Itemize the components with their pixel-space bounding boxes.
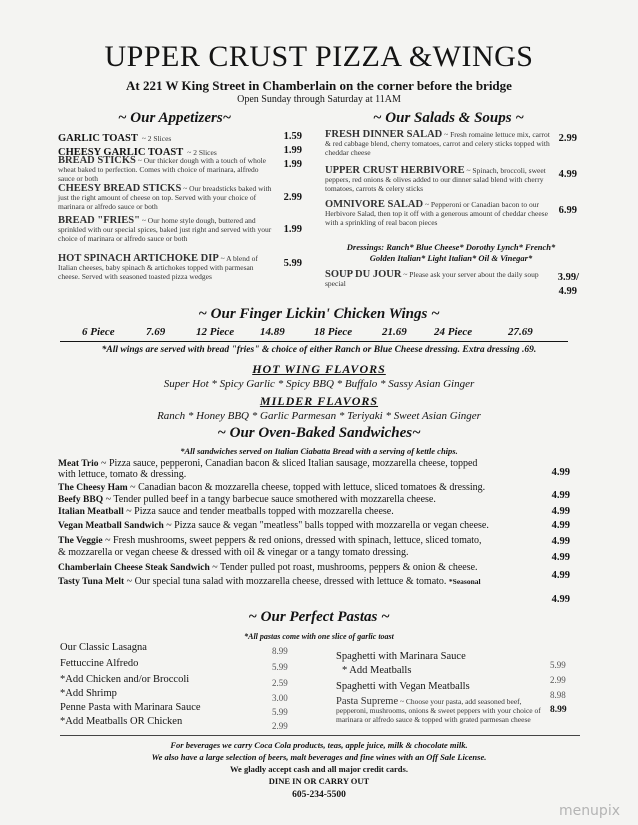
mild-flavors-list: Ranch * Honey BBQ * Garlic Parmesan * Teriyaki * Sweet Asian Ginger <box>157 410 481 422</box>
pasta-item: * Add Meatballs <box>342 665 412 676</box>
salad-name: UPPER CRUST HERBIVORE <box>325 165 465 176</box>
soup-price-bowl: 4.99 <box>558 286 577 297</box>
appetizer-price: 1.99 <box>283 145 302 156</box>
watermark-logo: menupix <box>558 803 620 819</box>
sandwich-item <box>58 506 538 519</box>
salad-item <box>325 130 555 157</box>
sandwich-price: 4.99 <box>551 467 570 478</box>
sandwich-name: Tasty Tuna Melt <box>58 577 125 587</box>
appetizer-item <box>58 254 276 281</box>
pasta-item: *Add Meatballs OR Chicken <box>60 716 183 727</box>
wing-size-price: 27.69 <box>508 326 533 338</box>
appetizer-desc: ~ 2 Slices <box>187 148 217 157</box>
appetizer-desc: ~ A blend of Italian cheeses, baby spinach & artichokes topped with parmesan cheese. Served with seasoned toasted pizza wedges <box>58 254 258 281</box>
restaurant-title: UPPER CRUST PIZZA &WINGS <box>104 40 534 73</box>
sandwich-desc-cont: & mozzarella or vegan cheese & dressed with oil & vinegar or a tangy tomato dressing. <box>58 547 409 558</box>
appetizer-item <box>58 184 276 211</box>
salads-heading: ~ Our Salads & Soups ~ <box>373 110 524 126</box>
wing-size-price: 7.69 <box>146 326 166 338</box>
salad-desc: ~ Fresh romaine lettuce mix, carrot & red cabbage blend, cherry tomatoes, carrot and celery sticks topped with cheddar cheese <box>325 130 550 157</box>
appetizer-name: CHEESY BREAD STICKS <box>58 183 182 194</box>
appetizer-price: 1.99 <box>283 224 302 235</box>
salad-name: FRESH DINNER SALAD <box>325 129 443 140</box>
salad-name: OMNIVORE SALAD <box>325 199 424 210</box>
hot-wing-heading: HOT WING FLAVORS <box>252 362 386 376</box>
pastas-heading: ~ Our Perfect Pastas ~ <box>248 609 390 625</box>
pasta-supreme-item <box>336 697 548 724</box>
sandwich-item <box>58 494 538 507</box>
sandwich-price: 4.99 <box>551 594 570 605</box>
wing-size-label: 6 Piece <box>82 326 115 338</box>
sandwich-name: Italian Meatball <box>58 507 124 517</box>
dressings-list: Dressings: Ranch* Blue Cheese* Dorothy Lynch* French* Golden Italian* Light Italian* Oil & Vinegar* <box>346 242 556 263</box>
hours-line: Open Sunday through Saturday at 11AM <box>237 94 401 105</box>
soup-item <box>325 270 540 288</box>
sandwich-desc-cont: with lettuce, tomato & dressing. <box>58 469 187 480</box>
wing-size-price: 21.69 <box>382 326 407 338</box>
wing-size-label: 12 Piece <box>196 326 235 338</box>
salad-desc: ~ Pepperoni or Canadian bacon to our Herbivore Salad, then top it off with a generous amount of cheddar cheese with a sprinkling of real bacon pieces <box>325 200 548 227</box>
footer-dine-in: DINE IN OR CARRY OUT <box>268 776 370 786</box>
sandwiches-note: *All sandwiches served on Italian Ciabatta Bread with a serving of kettle chips. <box>180 446 458 456</box>
sandwich-item <box>58 562 538 575</box>
sandwich-desc: ~ Canadian bacon & mozzarella cheese, topped with lettuce, sliced tomatoes & dressing. <box>130 482 486 493</box>
pasta-item: Fettuccine Alfredo <box>60 658 139 669</box>
sandwich-item <box>58 482 538 495</box>
appetizer-item <box>58 156 276 183</box>
pasta-price: 8.99 <box>272 646 288 656</box>
pastas-note: *All pastas come with one slice of garlic toast <box>244 632 394 641</box>
wing-size-label: 18 Piece <box>314 326 353 338</box>
sandwich-name: The Cheesy Ham <box>58 483 128 493</box>
salad-price: 2.99 <box>558 133 577 144</box>
pasta-item: *Add Chicken and/or Broccoli <box>60 674 190 685</box>
wings-heading: ~ Our Finger Lickin' Chicken Wings ~ <box>198 306 440 322</box>
salad-price: 6.99 <box>558 205 577 216</box>
wing-size-label: 24 Piece <box>434 326 473 338</box>
sandwich-price: 4.99 <box>551 536 570 547</box>
pasta-price: 5.99 <box>272 662 288 672</box>
sandwich-desc: ~ Pizza sauce and tender meatballs topped with mozzarella cheese. <box>126 506 394 517</box>
appetizer-name: GARLIC TOAST <box>58 133 138 144</box>
sandwich-item <box>58 576 538 589</box>
seasonal-tag: *Seasonal <box>448 577 481 586</box>
footer-phone: 605-234-5500 <box>292 790 346 800</box>
soup-desc: ~ Please ask your server about the daily soup special <box>325 270 539 288</box>
appetizer-desc: ~ 2 Slices <box>141 134 172 143</box>
appetizer-name: CHEESY GARLIC TOAST <box>58 147 184 158</box>
appetizer-price: 5.99 <box>283 258 302 269</box>
pasta-item: Penne Pasta with Marinara Sauce <box>60 702 201 713</box>
footer-beer-wine: We also have a large selection of beers, malt beverages and fine wines with an Off Sale License. <box>151 752 487 762</box>
soup-price-cup: 3.99/ <box>557 272 579 283</box>
hot-flavors-list: Super Hot * Spicy Garlic * Spicy BBQ * Buffalo * Sassy Asian Ginger <box>163 378 475 390</box>
pasta-price: 8.98 <box>550 690 566 700</box>
salad-price: 4.99 <box>558 169 577 180</box>
soup-name: SOUP DU JOUR <box>325 269 402 280</box>
appetizer-item <box>58 216 276 243</box>
pasta-price: 2.99 <box>550 675 566 685</box>
salad-item <box>325 200 555 227</box>
pasta-price: 8.99 <box>550 705 567 715</box>
sandwich-item <box>58 520 538 533</box>
salad-desc: ~ Spinach, broccoli, sweet peppers, red onions & olives added to our dinner salad blend with cherry tomatoes, carrots & celery sticks <box>325 166 546 193</box>
footer-payment: We gladly accept cash and all major credit cards. <box>230 764 408 774</box>
footer-divider <box>60 735 580 736</box>
appetizer-name: BREAD "FRIES" <box>58 215 140 226</box>
wings-note: *All wings are served with bread "fries" & choice of either Ranch or Blue Cheese dressing. Extra dressing .69. <box>101 345 537 355</box>
appetizer-price: 1.99 <box>283 159 302 170</box>
appetizer-name: HOT SPINACH ARTICHOKE DIP <box>58 253 219 264</box>
pasta-supreme-desc: ~ Choose your pasta, add seasoned beef, pepperoni, mushrooms, onions & sweet peppers with your choice of marinara or alfredo sauce & topped with grated parmesan cheese <box>336 697 541 724</box>
appetizers-heading: ~ Our Appetizers~ <box>118 110 232 126</box>
pasta-item: Spaghetti with Vegan Meatballs <box>336 681 470 692</box>
pasta-price: 2.99 <box>272 721 288 731</box>
sandwich-name: Chamberlain Cheese Steak Sandwich <box>58 563 210 573</box>
appetizer-name: BREAD STICKS <box>58 155 136 166</box>
sandwich-desc: ~ Tender pulled beef in a tangy barbecue sauce smothered with mozzarella cheese. <box>105 494 436 505</box>
milder-heading: MILDER FLAVORS <box>259 394 379 408</box>
sandwich-name: Vegan Meatball Sandwich <box>58 521 164 531</box>
appetizer-desc: ~ Our home style dough, buttered and sprinkled with our special spices, baked just right and served with your choice of marinara or alfredo sauce or both <box>58 216 272 243</box>
wing-size-price: 14.89 <box>260 326 285 338</box>
sandwich-desc: ~ Our special tuna salad with mozzarella cheese, dressed with lettuce & tomato. <box>126 576 447 587</box>
pasta-price: 5.99 <box>272 707 288 717</box>
sandwich-name: Meat Trio <box>58 459 99 469</box>
appetizer-price: 2.99 <box>283 192 302 203</box>
sandwich-desc: ~ Tender pulled pot roast, mushrooms, peppers & onion & cheese. <box>212 562 478 573</box>
salad-item <box>325 166 555 193</box>
pasta-item: Spaghetti with Marinara Sauce <box>336 651 466 662</box>
pasta-price: 3.00 <box>272 693 288 703</box>
sandwich-desc: ~ Fresh mushrooms, sweet peppers & red onions, dressed with spinach, lettuce, sliced tomato, <box>105 535 482 546</box>
sandwiches-heading: ~ Our Oven-Baked Sandwiches~ <box>217 425 421 441</box>
sandwich-price: 4.99 <box>551 520 570 531</box>
sandwich-name: Beefy BBQ <box>58 495 104 505</box>
sandwich-desc: ~ Pizza sauce & vegan "meatless" balls topped with mozzarella or vegan cheese. <box>166 520 489 531</box>
sandwich-item <box>58 535 538 548</box>
pasta-item: Our Classic Lasagna <box>60 642 147 653</box>
appetizer-desc: ~ Our breadsticks baked with just the right amount of cheese on top. Served with your choice of marinara or alfredo sauce or both <box>58 184 272 211</box>
appetizer-price: 1.59 <box>283 131 302 142</box>
sandwich-name: The Veggie <box>58 536 103 546</box>
sandwich-price: 4.99 <box>551 490 570 501</box>
pasta-item: *Add Shrimp <box>60 688 117 699</box>
pasta-price: 5.99 <box>550 660 566 670</box>
sandwich-price: 4.99 <box>551 506 570 517</box>
pasta-item: Pasta Supreme <box>336 696 399 707</box>
appetizer-desc: ~ Our thicker dough with a touch of whole wheat baked to perfection. Comes with choice of marinara, alfredo sauce or both <box>58 156 266 183</box>
address-line: At 221 W King Street in Chamberlain on the corner before the bridge <box>126 78 512 93</box>
sandwich-price: 4.99 <box>551 552 570 563</box>
footer-beverages: For beverages we carry Coca Cola products, teas, apple juice, milk & chocolate milk. <box>170 740 468 750</box>
pasta-price: 2.59 <box>272 678 288 688</box>
sandwich-desc: ~ Pizza sauce, pepperoni, Canadian bacon & sliced Italian sausage, mozzarella cheese, topped <box>101 458 478 469</box>
sandwich-price: 4.99 <box>551 570 570 581</box>
